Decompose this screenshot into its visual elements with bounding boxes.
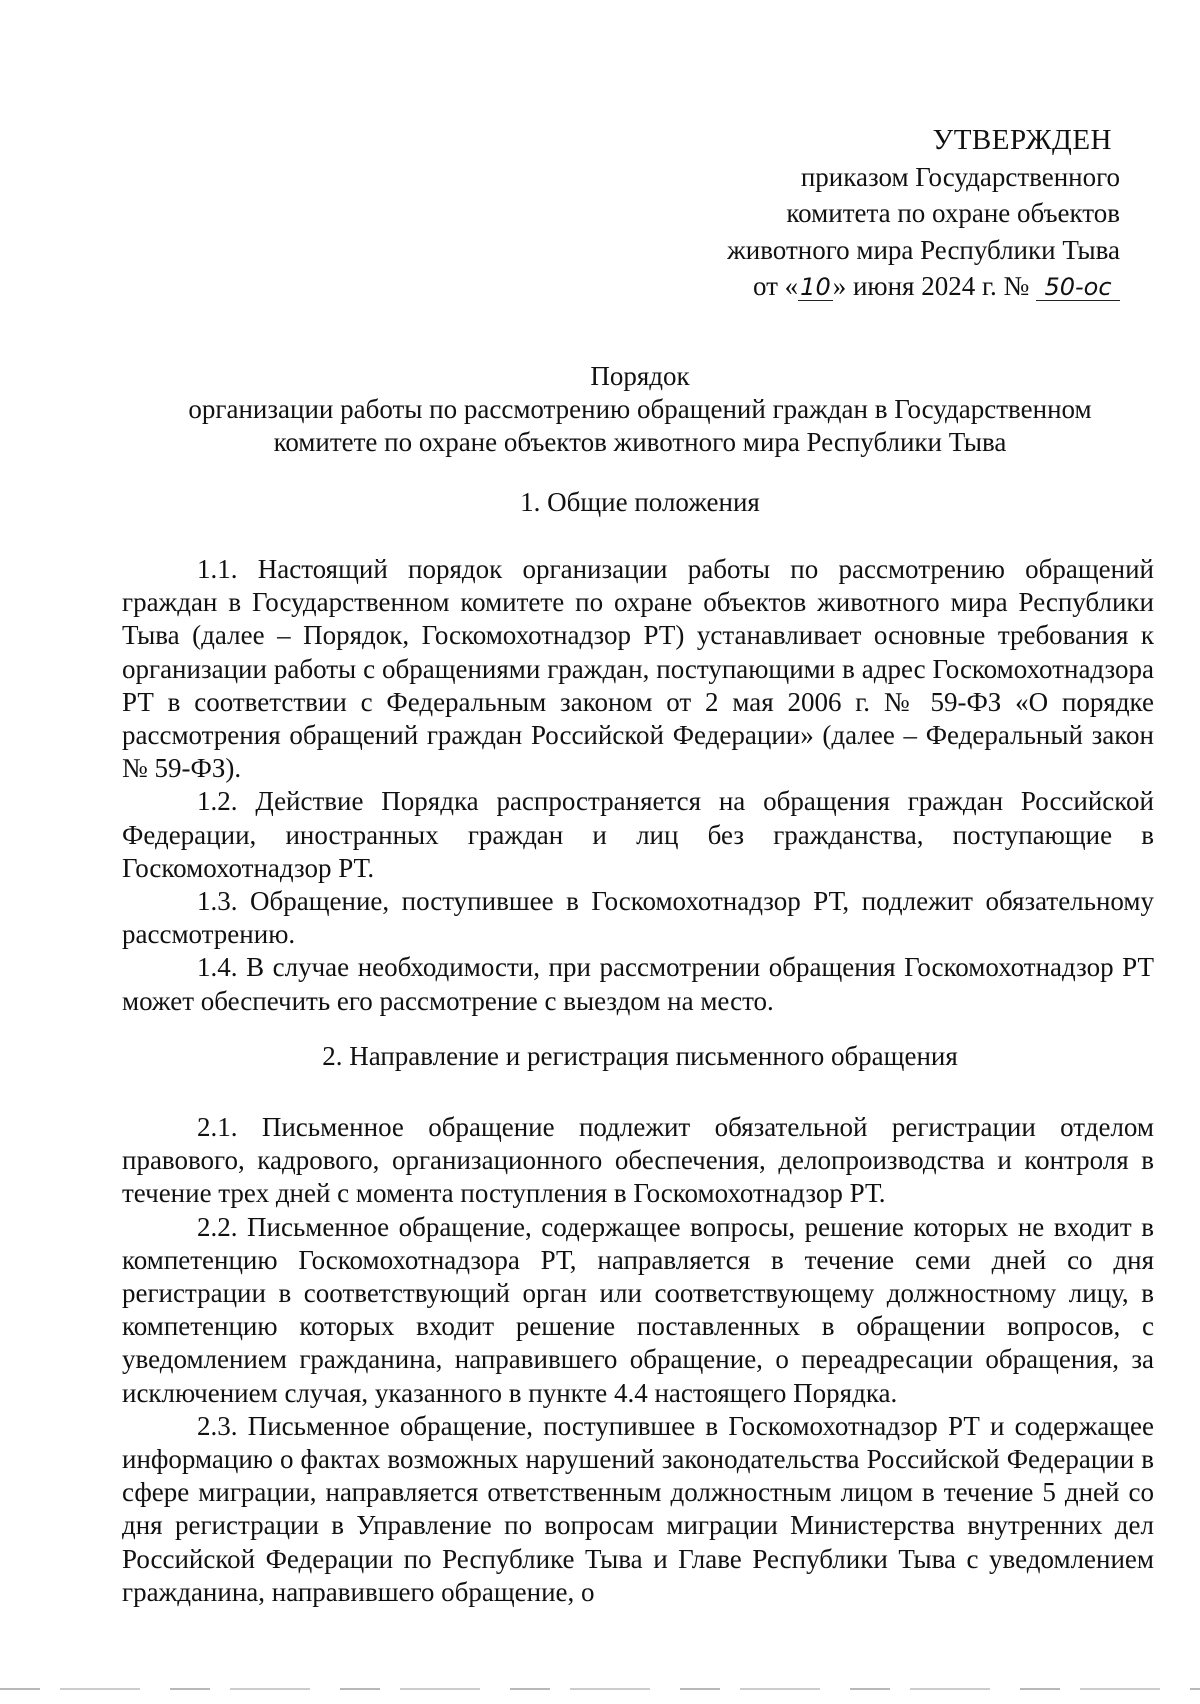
approval-date-middle: » июня 2024 г. №: [832, 271, 1030, 301]
scan-bottom-edge: [0, 1688, 1200, 1690]
approval-date-day: 10: [800, 273, 831, 301]
paragraph-1-2: 1.2. Действие Порядка распространяется на обращения граждан Российской Федерации, иностранных граждан и лиц без гражданства, поступающие в Госкомохотнадзор РТ.: [122, 786, 1154, 883]
paragraph-2-3: 2.3. Письменное обращение, поступившее в Госкомохотнадзор РТ и содержащее информацию о фактах возможных нарушений законодательства Российской Федерации в сфере миграции, направляется ответственным должностным лицом в течение 5 дней со дня регистрации в Управление по вопросам миграции Министерства внутренних дел Российской Федерации по Республике Тыва и Главе Республики Тыва с уведомлением гражданина, направившего обращение, о: [122, 1410, 1154, 1607]
paragraph-1-4: 1.4. В случае необходимости, при рассмотрении обращения Госкомохотнадзор РТ может обеспечить его рассмотрение с выездом на место.: [122, 952, 1154, 1016]
approval-date-line: [600, 268, 1120, 305]
paragraph-2-1: 2.1. Письменное обращение подлежит обязательной регистрации отделом правового, кадрового, организационного обеспечения, делопроизводства и контроля в течение трех дней с момента поступления в Госкомохотнадзор РТ.: [122, 1112, 1154, 1209]
section-1-body: [122, 553, 1154, 1018]
document-title-line-1: Порядок: [590, 361, 690, 391]
section-2-body: [122, 1111, 1154, 1609]
approval-stamp-block: [600, 122, 1120, 305]
document-title-line-2: организации работы по рассмотрению обращений граждан в Государственном: [188, 394, 1092, 424]
approval-line-3: животного мира Республики Тыва: [727, 234, 1120, 265]
section-1-heading: 1. Общие положения: [520, 487, 760, 517]
document-title: [120, 360, 1160, 459]
approval-title: УТВЕРЖДЕН: [932, 124, 1112, 156]
approval-order-number: 50-ос: [1036, 274, 1120, 301]
paragraph-2-2: 2.2. Письменное обращение, содержащее вопросы, решение которых не входит в компетенцию Госкомохотнадзора РТ, направляется в течение семи дней со дня регистрации в соответствующий орган или соответствующему должностному лицу, в компетенцию которых входит решение поставленных в обращении вопросов, с уведомлением гражданина, направившего обращение, о переадресации обращения, за исключением случая, указанного в пункте 4.4 настоящего Порядка.: [122, 1211, 1154, 1408]
approval-line-1: приказом Государственного: [800, 161, 1120, 192]
paragraph-1-1: 1.1. Настоящий порядок организации работы по рассмотрению обращений граждан в Государственном комитете по охране объектов животного мира Республики Тыва (далее – Порядок, Госкомохотнадзор РТ) устанавливает основные требования к организации работы с обращениями граждан, поступающими в адрес Госкомохотнадзора РТ в соответствии с Федеральным законом от 2 мая 2006 г. № 59-ФЗ «О порядке рассмотрения обращений граждан Российской Федерации» (далее – Федеральный закон № 59-ФЗ).: [122, 554, 1154, 784]
approval-line-2: комитета по охране объектов: [786, 198, 1120, 228]
document-title-line-3: комитете по охране объектов животного мира Республики Тыва: [273, 427, 1007, 457]
section-2-heading: 2. Направление и регистрация письменного обращения: [322, 1041, 958, 1071]
approval-date-prefix: от «: [752, 271, 799, 301]
paragraph-1-3: 1.3. Обращение, поступившее в Госкомохотнадзор РТ, подлежит обязательному рассмотрению.: [122, 886, 1154, 950]
